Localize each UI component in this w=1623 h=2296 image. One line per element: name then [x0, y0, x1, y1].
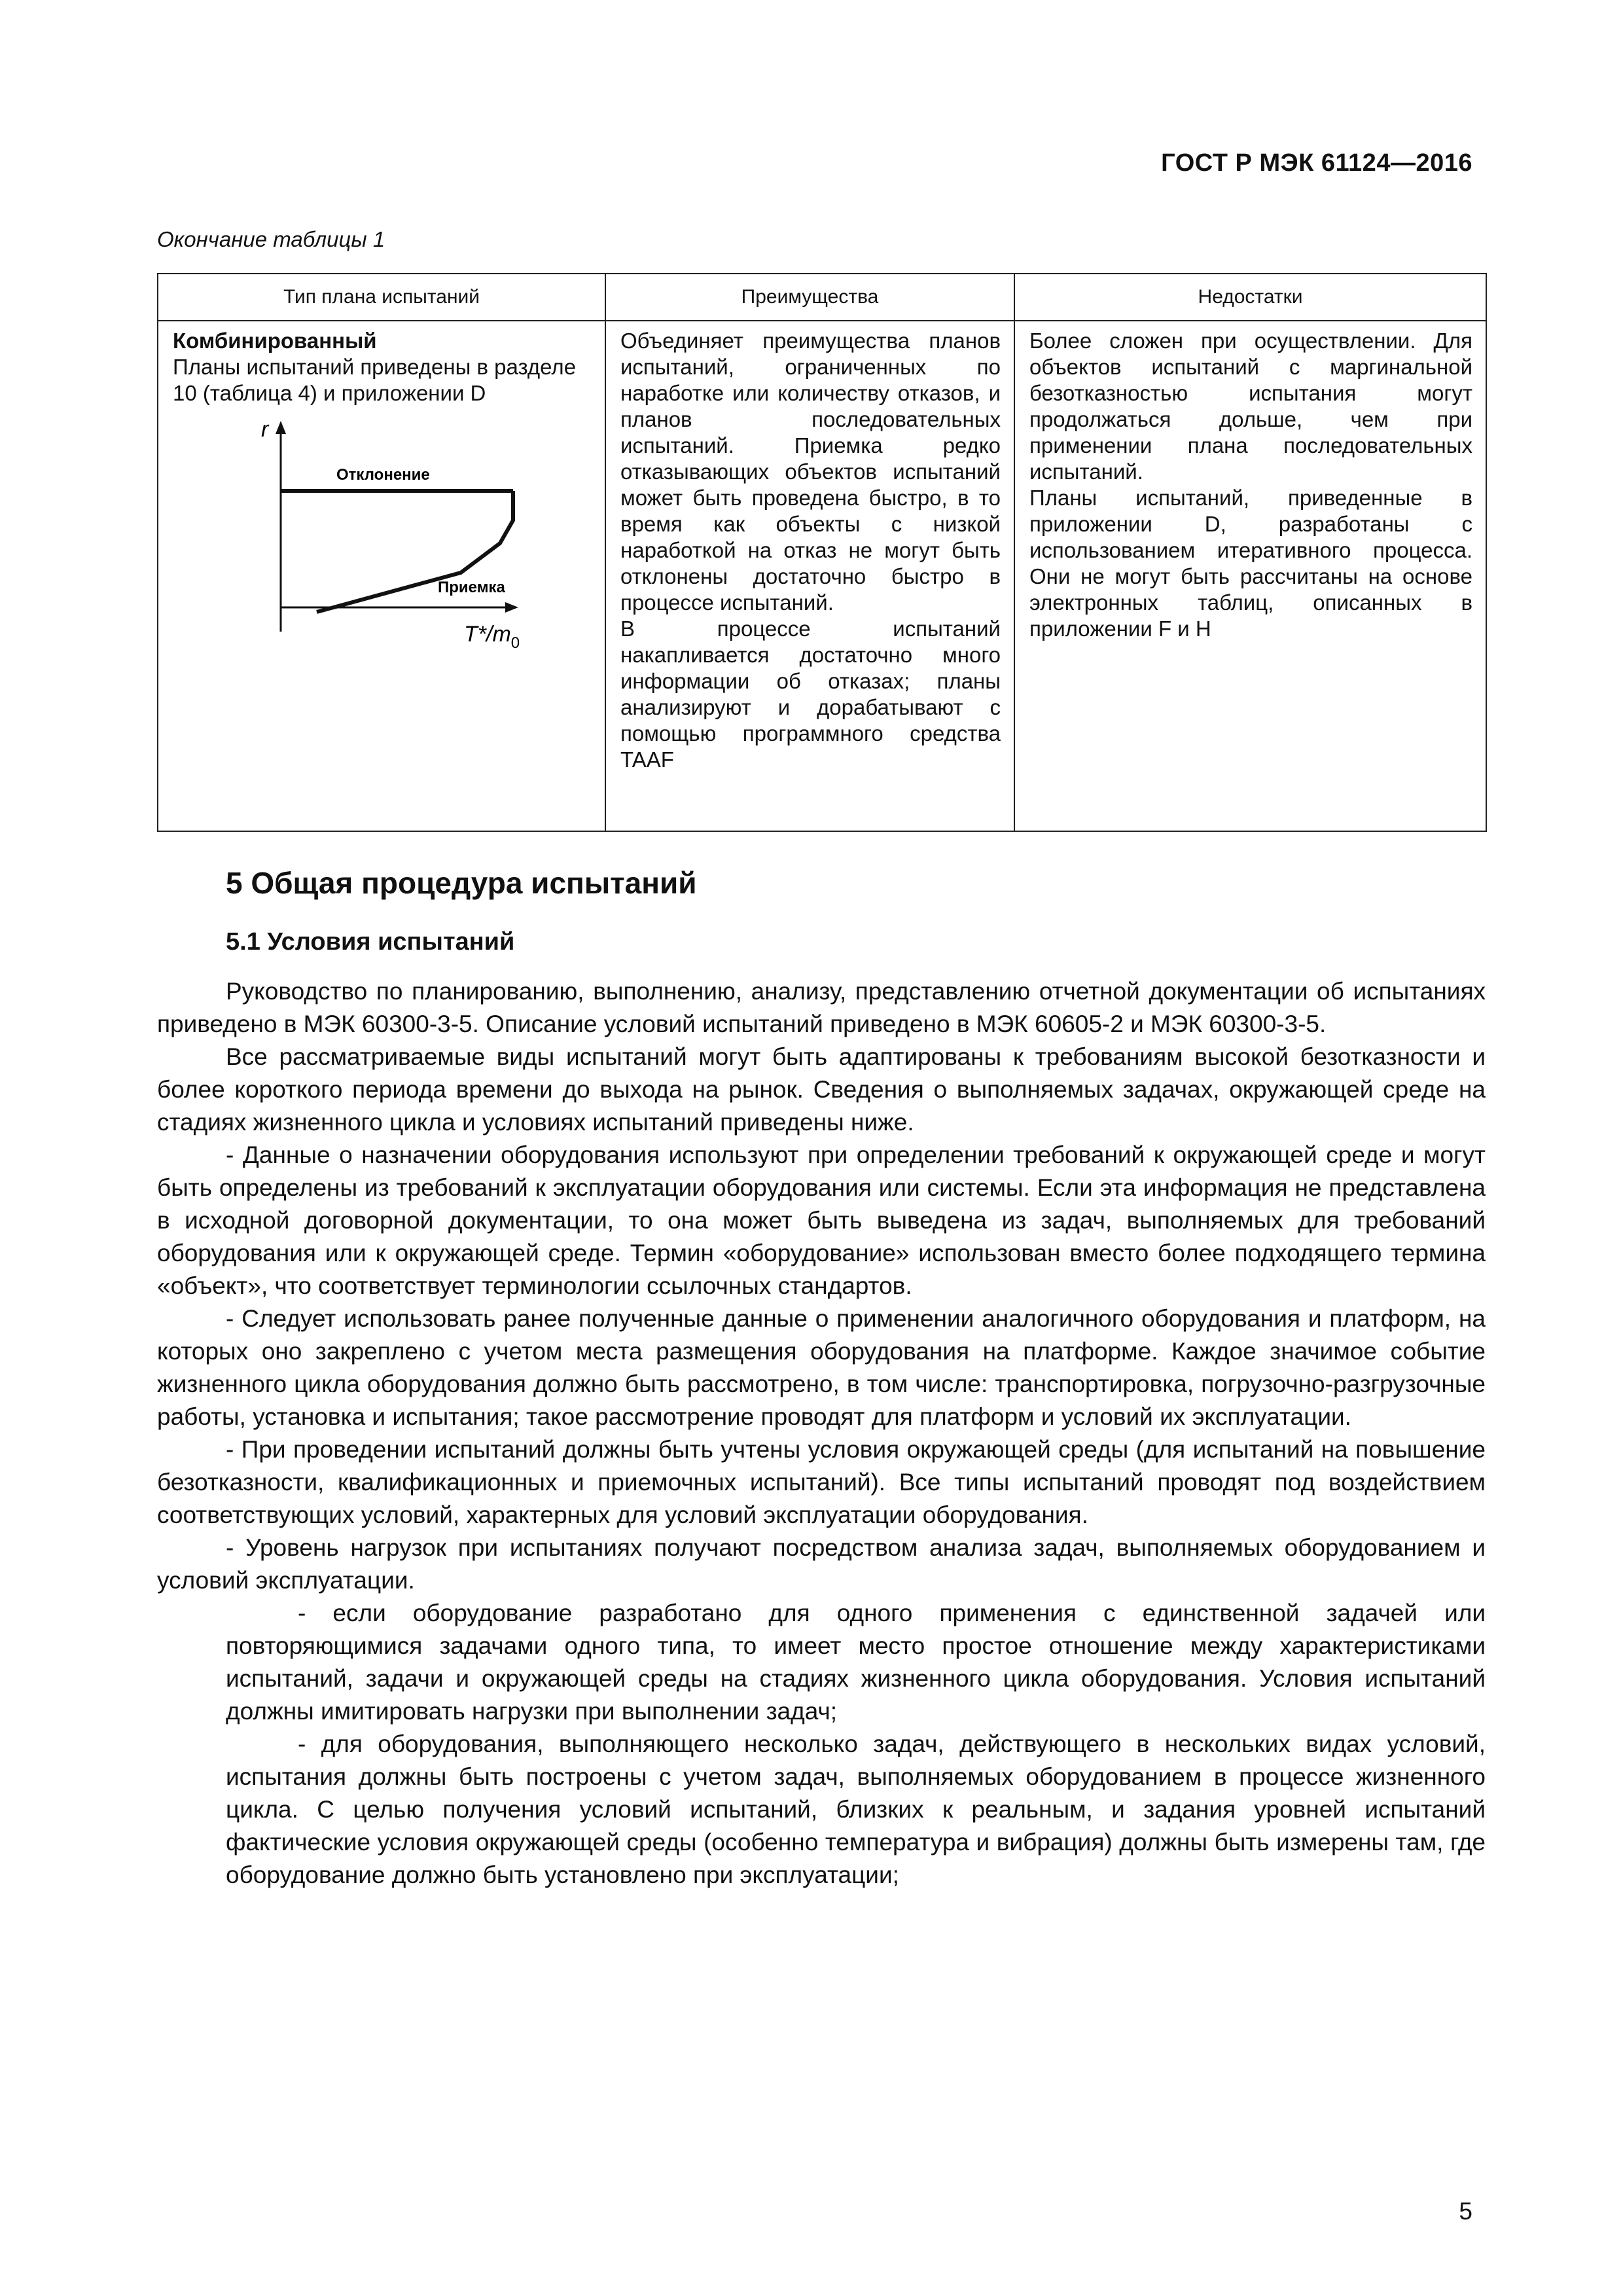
plan-type-title: Комбинированный: [173, 329, 377, 353]
paragraph: - При проведении испытаний должны быть учтены условия окружающей среды (для испытаний на повышение безотказности, квалификационных и приемочных испытаний). Все типы испытаний проводят под воздействием соответствующих условий, характерных для условий эксплуатации оборудования.: [157, 1436, 1486, 1528]
paragraph: - Уровень нагрузок при испытаниях получают посредством анализа задач, выполняемых оборудованием и условий эксплуатации.: [157, 1534, 1486, 1594]
disadvantages-text: Более сложен при осуществлении. Для объектов испытаний с маргинальной безотказностью испытания могут продолжаться дольше, чем при применении плана последовательных испытаний.: [1029, 329, 1472, 484]
y-axis-arrow: [276, 421, 286, 434]
plan-type-cell: [158, 321, 605, 831]
paragraph: - Данные о назначении оборудования используют при определении требований к окружающей среде и могут быть определены из требований к эксплуатации оборудования или системы. Если эта информация не представлена в исходной договорной документации, то она может быть выведена из задач, выполняемых для требований оборудования или к окружающей среде. Термин «оборудование» использован вместо более подходящего термина «объект», что соответствует терминологии ссылочных стандартов.: [157, 1141, 1486, 1299]
table-row: [158, 321, 1486, 831]
advantages-cell: [605, 321, 1014, 831]
sub-item-text: - для оборудования, выполняющего несколько задач, действующего в нескольких видах условий, испытания должны быть построены с учетом задач, выполняемых оборудованием в процессе жизненного цикла. С целью получения условий испытаний, близких к реальным, и задания уровней испытаний фактические условия окружающей среды (особенно температура и вибрация) должны быть измерены там, где оборудование должно быть установлено при эксплуатации;: [226, 1731, 1486, 1888]
header-plan-type: Тип плана испытаний: [158, 274, 605, 321]
paragraph: Все рассматриваемые виды испытаний могут быть адаптированы к требованиям высокой безотказности и более короткого периода времени до выхода на рынок. Сведения о выполняемых задачах, окружающей среде на стадиях жизненного цикла и условиях испытаний приведены ниже.: [157, 1043, 1486, 1136]
x-axis-arrow: [505, 602, 518, 613]
y-axis-label: r: [261, 417, 269, 442]
sub-item-text: - если оборудование разработано для одного применения с единственной задачей или повторяющимися задачами одного типа, то имеет место простое отношение между характеристиками испытаний, задачи и окружающей среды на стадиях жизненного цикла оборудования. Условия испытаний должны имитировать нагрузки при выполнении задач;: [226, 1600, 1486, 1725]
test-plan-table: [157, 273, 1487, 832]
document-header: ГОСТ Р МЭК 61124—2016: [1161, 149, 1472, 177]
body-text: [157, 975, 1486, 1892]
paragraph: - Следует использовать ранее полученные данные о применении аналогичного оборудования и платформ, на которых оно закреплено с учетом места размещения оборудования на платформе. Каждое значимое событие жизненного цикла оборудования должно быть рассмотрено, в том числе: транспортировка, погрузочно-разгрузочные работы, установка и испытания; такое рассмотрение проводят для платформ и условий их эксплуатации.: [157, 1305, 1486, 1430]
header-disadvantages: Недостатки: [1014, 274, 1486, 321]
paragraph: Руководство по планированию, выполнению, анализу, представлению отчетной документации об испытаниях приведено в МЭК 60300-3-5. Описание условий испытаний приведено в МЭК 60605-2 и МЭК 60300-3-5.: [157, 978, 1486, 1037]
subsection-title: 5.1 Условия испытаний: [226, 928, 515, 956]
sub-item: [157, 1728, 1486, 1892]
accept-label: Приемка: [438, 579, 505, 596]
table-header-row: [158, 274, 1486, 321]
advantages-text-2: В процессе испытаний накапливается достаточно много информации об отказах; планы анализируют и дорабатывают с помощью программного средства TAAF: [620, 617, 1001, 772]
header-advantages: Преимущества: [605, 274, 1014, 321]
x-axis-label-main: T*/m: [464, 622, 511, 647]
section-title: 5 Общая процедура испытаний: [226, 866, 697, 900]
x-axis-label: [464, 622, 520, 651]
disadvantages-cell: [1014, 321, 1486, 831]
x-axis-label-sub: 0: [510, 634, 520, 651]
page-number: 5: [1459, 2198, 1472, 2225]
advantages-text: Объединяет преимущества планов испытаний, ограниченных по наработке или количеству отказов, и планов последовательных испытаний. Приемка редко отказывающих объектов испытаний может быть проведена быстро, в то время как объекты с низкой наработкой на отказ не могут быть отклонены достаточно быстро в процессе испытаний.: [620, 329, 1001, 615]
plan-type-text: Планы испытаний приведены в разделе 10 (таблица 4) и приложении D: [173, 355, 577, 405]
reject-label: Отклонение: [336, 466, 430, 484]
disadvantages-text-2: Планы испытаний, приведенные в приложении D, разработаны с использованием итеративного процесса. Они не могут быть рассчитаны на основе электронных таблиц, описанных в приложении F и H: [1029, 486, 1472, 641]
sub-item: [157, 1597, 1486, 1728]
combined-plan-chart: [205, 416, 546, 651]
table-caption: Окончание таблицы 1: [157, 227, 385, 251]
